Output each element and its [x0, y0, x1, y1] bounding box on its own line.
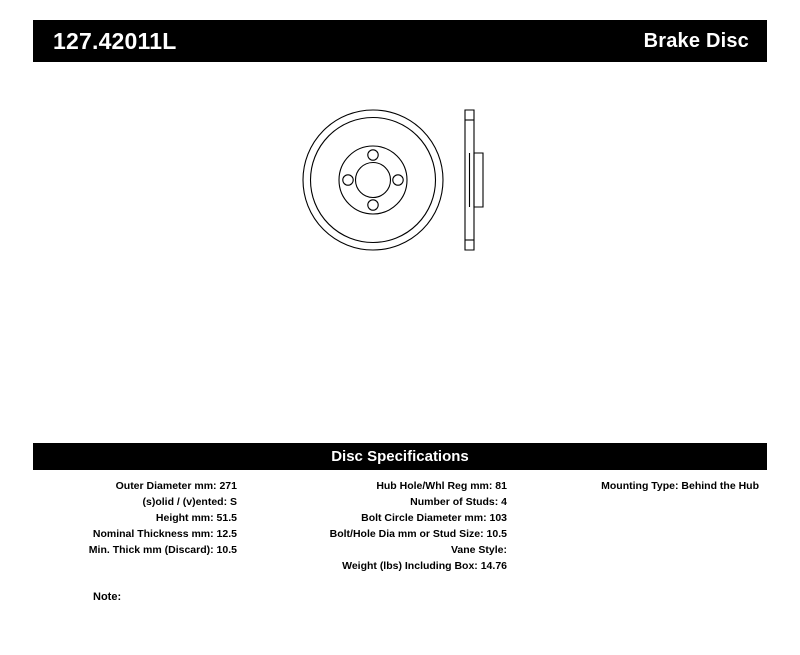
spec-column-middle: [243, 478, 513, 574]
rotor-outer-circle: [303, 110, 443, 250]
spec-item: Outer Diameter mm: 271: [115, 480, 237, 492]
spec-item: Nominal Thickness mm: 12.5: [92, 528, 237, 540]
spec-item: Mounting Type: Behind the Hub: [601, 480, 759, 492]
spec-item: Height mm: 51.5: [155, 512, 237, 524]
spec-item: Vane Style:: [450, 544, 507, 556]
spec-column-left: [33, 478, 243, 574]
spec-item: Number of Studs: 4: [410, 496, 507, 508]
spec-item: Bolt/Hole Dia mm or Stud Size: 10.5: [329, 528, 507, 540]
bolt-hole: [368, 150, 378, 160]
part-number: 127.42011L: [53, 27, 177, 54]
spec-item: Weight (lbs) Including Box: 14.76: [342, 560, 507, 572]
rotor-edge-hat-outline: [474, 153, 483, 207]
header-bar: [33, 20, 767, 62]
spec-section-title: Disc Specifications: [33, 443, 767, 470]
bolt-hole: [343, 175, 353, 185]
bolt-hole: [393, 175, 403, 185]
rotor-braking-surface-circle: [311, 118, 436, 243]
rotor-drawing-svg: [280, 95, 540, 285]
rotor-drawing: [280, 95, 540, 285]
rotor-hub-hole-circle: [356, 163, 391, 198]
page-title: Brake Disc: [643, 30, 749, 52]
spec-item: Bolt Circle Diameter mm: 103: [361, 512, 507, 524]
disc-specifications: [33, 443, 767, 603]
spec-item: Min. Thick mm (Discard): 10.5: [88, 544, 237, 556]
spec-item: Hub Hole/Whl Reg mm: 81: [376, 480, 507, 492]
note-label: Note:: [93, 591, 122, 603]
spec-columns: [33, 470, 767, 574]
spec-column-right: [513, 478, 767, 574]
bolt-hole: [368, 200, 378, 210]
rotor-hat-circle: [339, 146, 407, 214]
spec-item: (s)olid / (v)ented: S: [142, 496, 237, 508]
